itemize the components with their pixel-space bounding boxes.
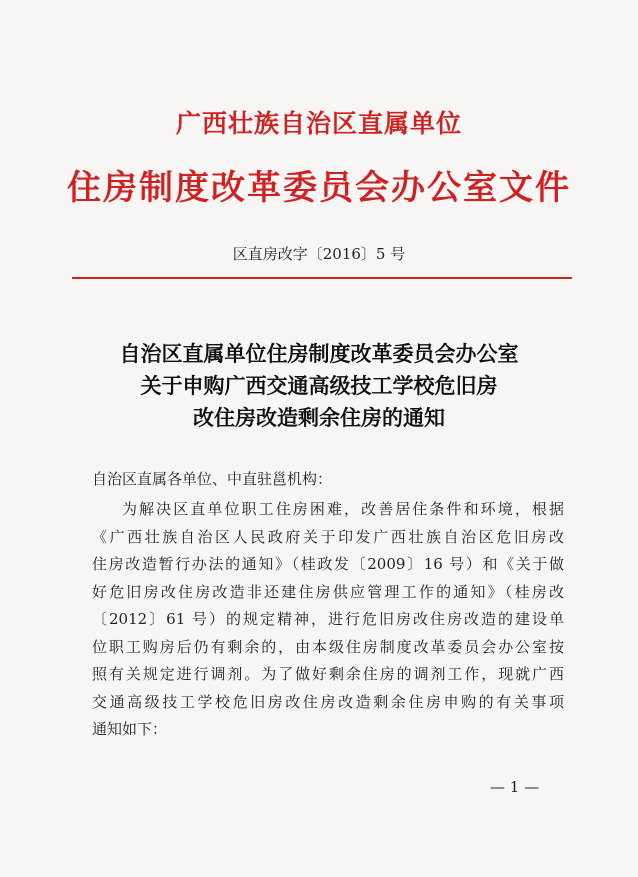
body-line: 交通高级技工学校危旧房改住房改造剩余住房申购的有关事项 — [92, 692, 564, 711]
body-line: 为解决区直单位职工住房困难，改善居住条件和环境，根据 — [122, 500, 564, 518]
title-line-3: 改住房改造剩余住房的通知 — [193, 405, 445, 430]
title-line-2: 关于申购广西交通高级技工学校危旧房 — [140, 373, 498, 398]
issuer-line-1: 广西壮族自治区直属单位 — [175, 109, 462, 138]
body-line: 照有关规定进行调剂。为了做好剩余住房的调剂工作，现就广西 — [92, 665, 564, 683]
body-line: 位职工购房后仍有剩余的，由本级住房制度改革委员会办公室按 — [92, 637, 564, 656]
body-line: 《广西壮族自治区人民政府关于印发广西壮族自治区危旧房改 — [92, 527, 564, 546]
document-title — [0, 338, 638, 434]
body-line: 〔2012〕61 号）的规定精神，进行危旧房改住房改造的建设单 — [92, 610, 564, 628]
body-text — [92, 496, 564, 744]
title-line-1: 自治区直属单位住房制度改革委员会办公室 — [119, 341, 519, 366]
issuer-line-2: 住房制度改革委员会办公室文件 — [67, 168, 571, 208]
salutation: 自治区直属各单位、中直驻邕机构： — [92, 470, 333, 488]
document-number: 区直房改字〔2016〕5 号 — [232, 245, 406, 263]
body-line: 住房改造暂行办法的通知》（桂政发〔2009〕16 号）和《关于做 — [92, 555, 564, 573]
page-number: — 1 — — [490, 778, 540, 796]
body-line: 通知如下： — [92, 720, 168, 738]
body-line: 好危旧房改住房改造非还建住房供应管理工作的通知》（桂房改 — [92, 582, 564, 601]
red-divider-line — [72, 277, 572, 279]
